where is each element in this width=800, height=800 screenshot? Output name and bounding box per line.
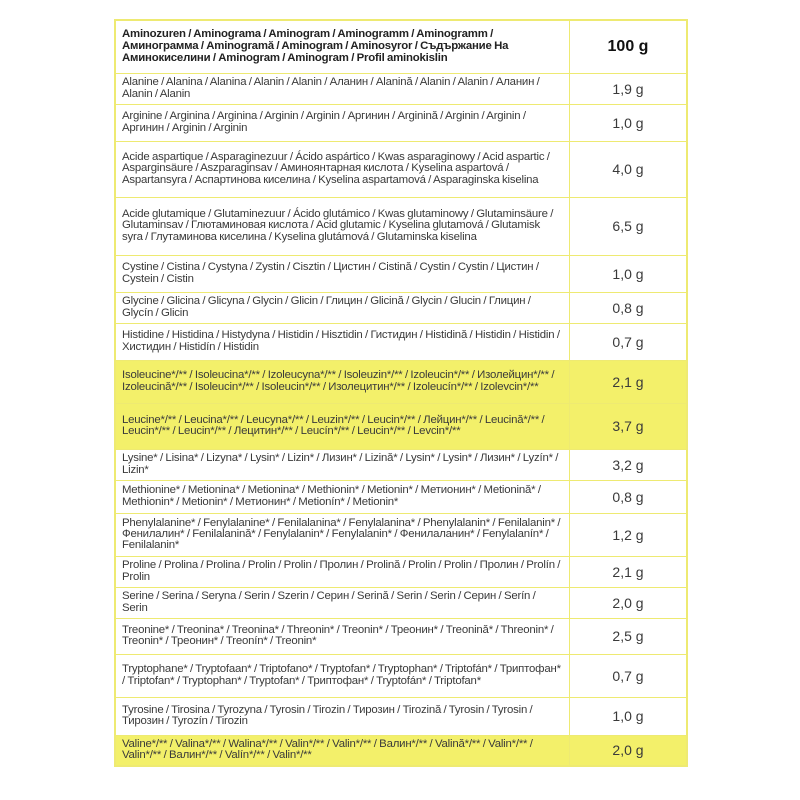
amino-acid-amount: 2,0 g — [570, 735, 688, 766]
amino-acid-name: Arginine / Arginina / Arginina / Arginin / Arginin / Аргинин / Arginină / Arginin / Arginin / Аргинин / Arginin / Arginin — [115, 104, 570, 141]
amino-acid-row — [115, 654, 687, 697]
amino-acid-name: Cystine / Cistina / Cystyna / Zystin / Cisztin / Цистин / Cistină / Cystin / Cystin / Цистин / Cystein / Cistin — [115, 255, 570, 292]
amino-acid-row — [115, 197, 687, 255]
table-header-row — [115, 20, 687, 73]
amino-acid-name: Leucine*/** / Leucina*/** / Leucyna*/** / Leuzin*/** / Leucin*/** / Лейцин*/** / Leucină*/** / Leucin*/** / Leucin*/** / Лецитин*/** / Leucín*/** / Leucin*/** / Levcin*/** — [115, 403, 570, 449]
header-value-cell: 100 g — [570, 20, 688, 73]
amino-acid-name: Methionine* / Metionina* / Metionina* / Methionin* / Metionin* / Метионин* / Metionină* / Methionin* / Metionin* / Метионин* / Metionín* / Metionin* — [115, 480, 570, 513]
amino-acid-row — [115, 360, 687, 403]
amino-acid-amount: 2,0 g — [570, 587, 688, 618]
amino-acid-amount: 3,2 g — [570, 449, 688, 480]
amino-acid-row — [115, 323, 687, 360]
amino-acid-name: Isoleucine*/** / Isoleucina*/** / Izoleucyna*/** / Isoleuzin*/** / Izoleucin*/** / Изолейцин*/** / Izoleucină*/** / Isoleucin*/** / Isoleucin*/** / Изолецитин*/** / Izoleucín*/** / Izolevcin*/** — [115, 360, 570, 403]
amino-acid-row — [115, 403, 687, 449]
amino-acid-name: Alanine / Alanina / Alanina / Alanin / Alanin / Аланин / Alanină / Alanin / Alanin / Аланин / Alanin / Alanin — [115, 73, 570, 104]
amino-acid-name: Treonine* / Treonina* / Treonina* / Threonin* / Treonin* / Треонин* / Treonină* / Threonin* / Treonin* / Треонин* / Treonín* / Treonin* — [115, 618, 570, 654]
amino-acid-table — [114, 19, 688, 767]
amino-acid-amount: 1,2 g — [570, 513, 688, 556]
amino-acid-amount: 1,0 g — [570, 255, 688, 292]
amino-acid-row — [115, 255, 687, 292]
amino-table-body — [115, 20, 687, 766]
amino-acid-row — [115, 104, 687, 141]
amino-acid-name: Valine*/** / Valina*/** / Walina*/** / Valin*/** / Valin*/** / Валин*/** / Valină*/** / Valin*/** / Valin*/** / Валин*/** / Valín*/** / Valin*/** — [115, 735, 570, 766]
amino-acid-name: Proline / Prolina / Prolina / Prolin / Prolin / Пролин / Prolină / Prolin / Prolin / Пролин / Prolín / Prolin — [115, 556, 570, 587]
amino-acid-row — [115, 587, 687, 618]
amino-acid-row — [115, 697, 687, 735]
amino-acid-amount: 1,0 g — [570, 697, 688, 735]
amino-acid-amount: 1,9 g — [570, 73, 688, 104]
amino-acid-name: Tryptophane* / Tryptofaan* / Triptofano* / Tryptofan* / Tryptophan* / Triptofán* / Триптофан* / Triptofan* / Tryptophan* / Tryptofan* / Триптофан* / Tryptofán* / Triptofan* — [115, 654, 570, 697]
amino-acid-row — [115, 141, 687, 197]
amino-acid-row — [115, 480, 687, 513]
amino-acid-name: Glycine / Glicina / Glicyna / Glycin / Glicin / Глицин / Glicină / Glycin / Glucin / Глицин / Glycín / Glicin — [115, 292, 570, 323]
amino-acid-amount: 2,5 g — [570, 618, 688, 654]
amino-acid-name: Histidine / Histidina / Histydyna / Histidin / Hisztidin / Гистидин / Histidină / Histidin / Histidin / Хистидин / Histidín / Histidin — [115, 323, 570, 360]
amino-acid-name: Phenylalanine* / Fenylalanine* / Fenilalanina* / Fenylalanina* / Phenylalanin* / Fenilalanin* / Фенилалин* / Fenilalanină* / Fenylalanin* / Fenylalanin* / Фенилаланин* / Fenylalanín* / Fenilalanin* — [115, 513, 570, 556]
amino-acid-row — [115, 292, 687, 323]
amino-acid-row — [115, 556, 687, 587]
amino-acid-name: Acide aspartique / Asparaginezuur / Ácido aspártico / Kwas asparaginowy / Acid aspartic / Asparginsäure / Aszparaginsav / Аминоянтарная кислота / Kyselina aspartová / Aspartansyra / Аспартинова киселина / Kyselina aspartamová / Asparaginska kiselina — [115, 141, 570, 197]
amino-acid-amount: 1,0 g — [570, 104, 688, 141]
amino-acid-row — [115, 618, 687, 654]
amino-acid-row — [115, 735, 687, 766]
amino-acid-name: Tyrosine / Tirosina / Tyrozyna / Tyrosin / Tirozin / Тирозин / Tirozină / Tyrosin / Tyrosin / Тирозин / Tyrozín / Tirozin — [115, 697, 570, 735]
amino-acid-row — [115, 513, 687, 556]
amino-acid-amount: 0,8 g — [570, 292, 688, 323]
header-name-cell: Aminozuren / Aminograma / Aminogram / Aminogramm / Aminogramm / Аминограмма / Aminogramă / Aminogram / Aminosyror / Съдържание На Аминокиселини / Aminogram / Aminogram / Profil aminokislin — [115, 20, 570, 73]
amino-acid-amount: 2,1 g — [570, 556, 688, 587]
amino-acid-amount: 0,7 g — [570, 654, 688, 697]
amino-acid-name: Serine / Serina / Seryna / Serin / Szerin / Серин / Serină / Serin / Serin / Серин / Serín / Serin — [115, 587, 570, 618]
amino-acid-name: Lysine* / Lisina* / Lizyna* / Lysin* / Lizin* / Лизин* / Lizină* / Lysin* / Lysin* / Лизин* / Lyzín* / Lizin* — [115, 449, 570, 480]
amino-acid-row — [115, 73, 687, 104]
amino-acid-amount: 6,5 g — [570, 197, 688, 255]
amino-acid-row — [115, 449, 687, 480]
amino-acid-amount: 4,0 g — [570, 141, 688, 197]
amino-acid-amount: 0,8 g — [570, 480, 688, 513]
amino-acid-name: Acide glutamique / Glutaminezuur / Ácido glutámico / Kwas glutaminowy / Glutaminsäure / Glutaminsav / Глютаминовая кислота / Acid glutamic / Kyselina glutamová / Glutamisk syra / Глутаминова киселина / Kyselina glutámová / Glutaminska kiselina — [115, 197, 570, 255]
amino-acid-amount: 0,7 g — [570, 323, 688, 360]
amino-acid-amount: 3,7 g — [570, 403, 688, 449]
amino-acid-amount: 2,1 g — [570, 360, 688, 403]
